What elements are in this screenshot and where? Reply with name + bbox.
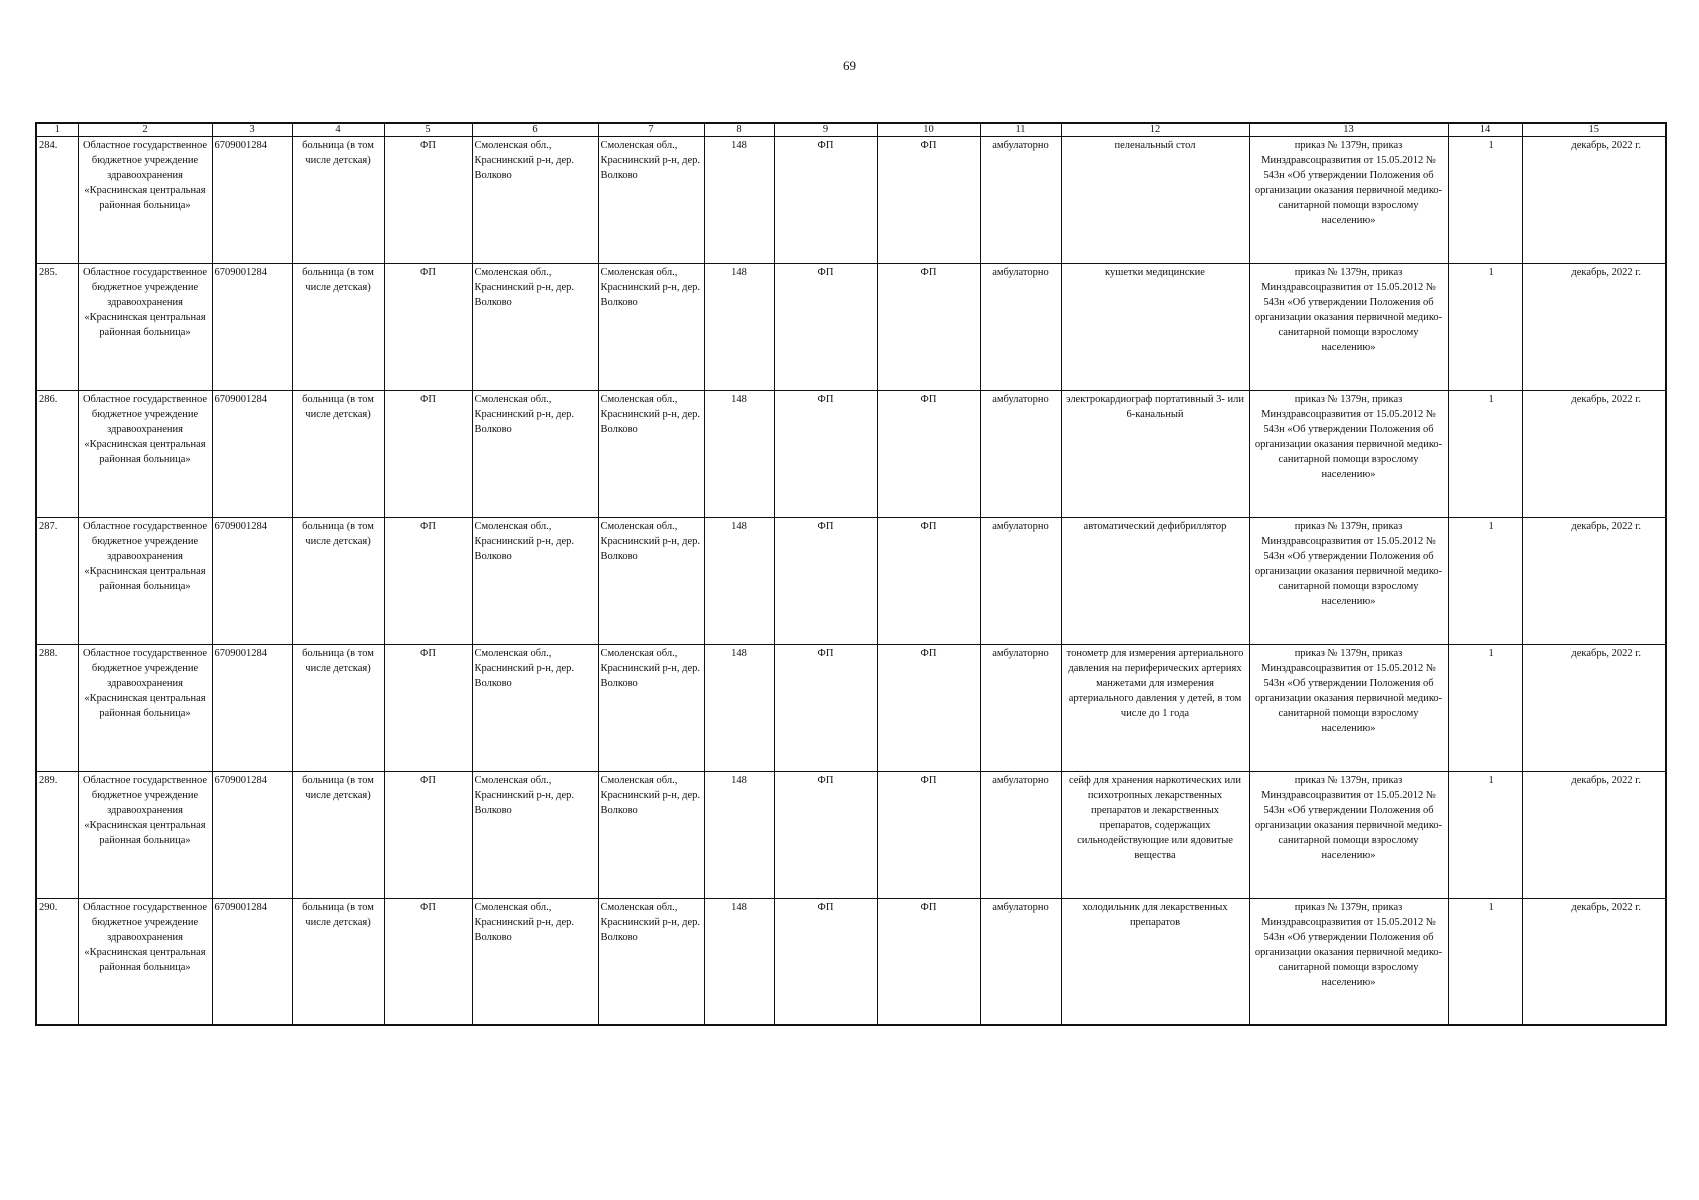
location-cell: Смоленская обл., Краснинский р-н, дер. Волково	[598, 264, 704, 391]
quantity-cell: 1	[1448, 264, 1522, 391]
location-cell: Смоленская обл., Краснинский р-н, дер. Волково	[598, 137, 704, 264]
inn-cell: 6709001284	[212, 772, 292, 899]
column-header: 10	[877, 123, 980, 137]
address-cell: Смоленская обл., Краснинский р-н, дер. Волково	[472, 137, 598, 264]
column-10-cell: ФП	[877, 264, 980, 391]
table-row	[36, 899, 1666, 1026]
organization-cell: Областное государственное бюджетное учреждение здравоохранения «Краснинская центральная районная больница»	[78, 137, 212, 264]
care-mode-cell: амбулаторно	[980, 518, 1061, 645]
inn-cell: 6709001284	[212, 264, 292, 391]
column-header: 3	[212, 123, 292, 137]
code-cell: 148	[704, 772, 774, 899]
column-header: 13	[1249, 123, 1448, 137]
organization-cell: Областное государственное бюджетное учреждение здравоохранения «Краснинская центральная районная больница»	[78, 772, 212, 899]
location-cell: Смоленская обл., Краснинский р-н, дер. Волково	[598, 518, 704, 645]
facility-type-cell: больница (в том числе детская)	[292, 264, 384, 391]
column-9-cell: ФП	[774, 137, 877, 264]
inn-cell: 6709001284	[212, 645, 292, 772]
organization-cell: Областное государственное бюджетное учреждение здравоохранения «Краснинская центральная районная больница»	[78, 391, 212, 518]
column-10-cell: ФП	[877, 772, 980, 899]
care-mode-cell: амбулаторно	[980, 137, 1061, 264]
table-row	[36, 772, 1666, 899]
unit-cell: ФП	[384, 264, 472, 391]
table-row	[36, 137, 1666, 264]
legal-basis-cell: приказ № 1379н, приказ Минздравсоцразвития от 15.05.2012 № 543н «Об утверждении Положения об организации оказания первичной медико-санитарной помощи взрослому населению»	[1249, 391, 1448, 518]
column-header: 9	[774, 123, 877, 137]
code-cell: 148	[704, 137, 774, 264]
table-row	[36, 518, 1666, 645]
column-header: 11	[980, 123, 1061, 137]
organization-cell: Областное государственное бюджетное учреждение здравоохранения «Краснинская центральная районная больница»	[78, 899, 212, 1026]
column-header: 14	[1448, 123, 1522, 137]
inn-cell: 6709001284	[212, 899, 292, 1026]
equipment-table	[35, 122, 1667, 1026]
unit-cell: ФП	[384, 772, 472, 899]
facility-type-cell: больница (в том числе детская)	[292, 518, 384, 645]
row-number-cell: 288.	[36, 645, 78, 772]
column-9-cell: ФП	[774, 518, 877, 645]
address-cell: Смоленская обл., Краснинский р-н, дер. Волково	[472, 899, 598, 1026]
unit-cell: ФП	[384, 645, 472, 772]
equipment-cell: электрокардиограф портативный 3- или 6-канальный	[1061, 391, 1249, 518]
column-9-cell: ФП	[774, 264, 877, 391]
row-number-cell: 286.	[36, 391, 78, 518]
facility-type-cell: больница (в том числе детская)	[292, 137, 384, 264]
organization-cell: Областное государственное бюджетное учреждение здравоохранения «Краснинская центральная районная больница»	[78, 518, 212, 645]
date-cell: декабрь, 2022 г.	[1522, 772, 1666, 899]
column-header: 2	[78, 123, 212, 137]
quantity-cell: 1	[1448, 645, 1522, 772]
inn-cell: 6709001284	[212, 518, 292, 645]
equipment-cell: холодильник для лекарственных препаратов	[1061, 899, 1249, 1026]
row-number-cell: 290.	[36, 899, 78, 1026]
care-mode-cell: амбулаторно	[980, 772, 1061, 899]
column-10-cell: ФП	[877, 518, 980, 645]
legal-basis-cell: приказ № 1379н, приказ Минздравсоцразвития от 15.05.2012 № 543н «Об утверждении Положения об организации оказания первичной медико-санитарной помощи взрослому населению»	[1249, 137, 1448, 264]
table-row	[36, 645, 1666, 772]
code-cell: 148	[704, 391, 774, 518]
facility-type-cell: больница (в том числе детская)	[292, 391, 384, 518]
quantity-cell: 1	[1448, 899, 1522, 1026]
code-cell: 148	[704, 645, 774, 772]
address-cell: Смоленская обл., Краснинский р-н, дер. Волково	[472, 391, 598, 518]
column-header: 15	[1522, 123, 1666, 137]
row-number-cell: 284.	[36, 137, 78, 264]
equipment-cell: кушетки медицинские	[1061, 264, 1249, 391]
row-number-cell: 287.	[36, 518, 78, 645]
column-header: 1	[36, 123, 78, 137]
organization-cell: Областное государственное бюджетное учреждение здравоохранения «Краснинская центральная районная больница»	[78, 645, 212, 772]
header-row	[36, 123, 1666, 137]
facility-type-cell: больница (в том числе детская)	[292, 772, 384, 899]
code-cell: 148	[704, 518, 774, 645]
date-cell: декабрь, 2022 г.	[1522, 518, 1666, 645]
care-mode-cell: амбулаторно	[980, 645, 1061, 772]
inn-cell: 6709001284	[212, 391, 292, 518]
equipment-cell: сейф для хранения наркотических или психотропных лекарственных препаратов и лекарственных препаратов, содержащих сильнодействующие или ядовитые вещества	[1061, 772, 1249, 899]
legal-basis-cell: приказ № 1379н, приказ Минздравсоцразвития от 15.05.2012 № 543н «Об утверждении Положения об организации оказания первичной медико-санитарной помощи взрослому населению»	[1249, 518, 1448, 645]
quantity-cell: 1	[1448, 518, 1522, 645]
address-cell: Смоленская обл., Краснинский р-н, дер. Волково	[472, 518, 598, 645]
care-mode-cell: амбулаторно	[980, 899, 1061, 1026]
unit-cell: ФП	[384, 137, 472, 264]
table-row	[36, 391, 1666, 518]
legal-basis-cell: приказ № 1379н, приказ Минздравсоцразвития от 15.05.2012 № 543н «Об утверждении Положения об организации оказания первичной медико-санитарной помощи взрослому населению»	[1249, 899, 1448, 1026]
date-cell: декабрь, 2022 г.	[1522, 899, 1666, 1026]
row-number-cell: 285.	[36, 264, 78, 391]
column-10-cell: ФП	[877, 391, 980, 518]
table-row	[36, 264, 1666, 391]
column-header: 12	[1061, 123, 1249, 137]
address-cell: Смоленская обл., Краснинский р-н, дер. Волково	[472, 772, 598, 899]
location-cell: Смоленская обл., Краснинский р-н, дер. Волково	[598, 772, 704, 899]
equipment-cell: пеленальный стол	[1061, 137, 1249, 264]
legal-basis-cell: приказ № 1379н, приказ Минздравсоцразвития от 15.05.2012 № 543н «Об утверждении Положения об организации оказания первичной медико-санитарной помощи взрослому населению»	[1249, 264, 1448, 391]
quantity-cell: 1	[1448, 391, 1522, 518]
column-header: 4	[292, 123, 384, 137]
column-9-cell: ФП	[774, 899, 877, 1026]
date-cell: декабрь, 2022 г.	[1522, 391, 1666, 518]
equipment-cell: тонометр для измерения артериального давления на периферических артериях манжетами для измерения артериального давления у детей, в том числе до 1 года	[1061, 645, 1249, 772]
address-cell: Смоленская обл., Краснинский р-н, дер. Волково	[472, 645, 598, 772]
location-cell: Смоленская обл., Краснинский р-н, дер. Волково	[598, 645, 704, 772]
code-cell: 148	[704, 264, 774, 391]
date-cell: декабрь, 2022 г.	[1522, 264, 1666, 391]
column-header: 6	[472, 123, 598, 137]
date-cell: декабрь, 2022 г.	[1522, 137, 1666, 264]
column-header: 5	[384, 123, 472, 137]
row-number-cell: 289.	[36, 772, 78, 899]
care-mode-cell: амбулаторно	[980, 391, 1061, 518]
facility-type-cell: больница (в том числе детская)	[292, 899, 384, 1026]
equipment-cell: автоматический дефибриллятор	[1061, 518, 1249, 645]
unit-cell: ФП	[384, 391, 472, 518]
facility-type-cell: больница (в том числе детская)	[292, 645, 384, 772]
quantity-cell: 1	[1448, 137, 1522, 264]
code-cell: 148	[704, 899, 774, 1026]
page-number: 69	[843, 58, 856, 73]
column-header: 8	[704, 123, 774, 137]
location-cell: Смоленская обл., Краснинский р-н, дер. Волково	[598, 391, 704, 518]
column-header: 7	[598, 123, 704, 137]
date-cell: декабрь, 2022 г.	[1522, 645, 1666, 772]
inn-cell: 6709001284	[212, 137, 292, 264]
unit-cell: ФП	[384, 899, 472, 1026]
care-mode-cell: амбулаторно	[980, 264, 1061, 391]
column-9-cell: ФП	[774, 391, 877, 518]
column-10-cell: ФП	[877, 137, 980, 264]
quantity-cell: 1	[1448, 772, 1522, 899]
unit-cell: ФП	[384, 518, 472, 645]
organization-cell: Областное государственное бюджетное учреждение здравоохранения «Краснинская центральная районная больница»	[78, 264, 212, 391]
location-cell: Смоленская обл., Краснинский р-н, дер. Волково	[598, 899, 704, 1026]
column-10-cell: ФП	[877, 645, 980, 772]
address-cell: Смоленская обл., Краснинский р-н, дер. Волково	[472, 264, 598, 391]
column-9-cell: ФП	[774, 645, 877, 772]
column-10-cell: ФП	[877, 899, 980, 1026]
legal-basis-cell: приказ № 1379н, приказ Минздравсоцразвития от 15.05.2012 № 543н «Об утверждении Положения об организации оказания первичной медико-санитарной помощи взрослому населению»	[1249, 772, 1448, 899]
legal-basis-cell: приказ № 1379н, приказ Минздравсоцразвития от 15.05.2012 № 543н «Об утверждении Положения об организации оказания первичной медико-санитарной помощи взрослому населению»	[1249, 645, 1448, 772]
column-9-cell: ФП	[774, 772, 877, 899]
